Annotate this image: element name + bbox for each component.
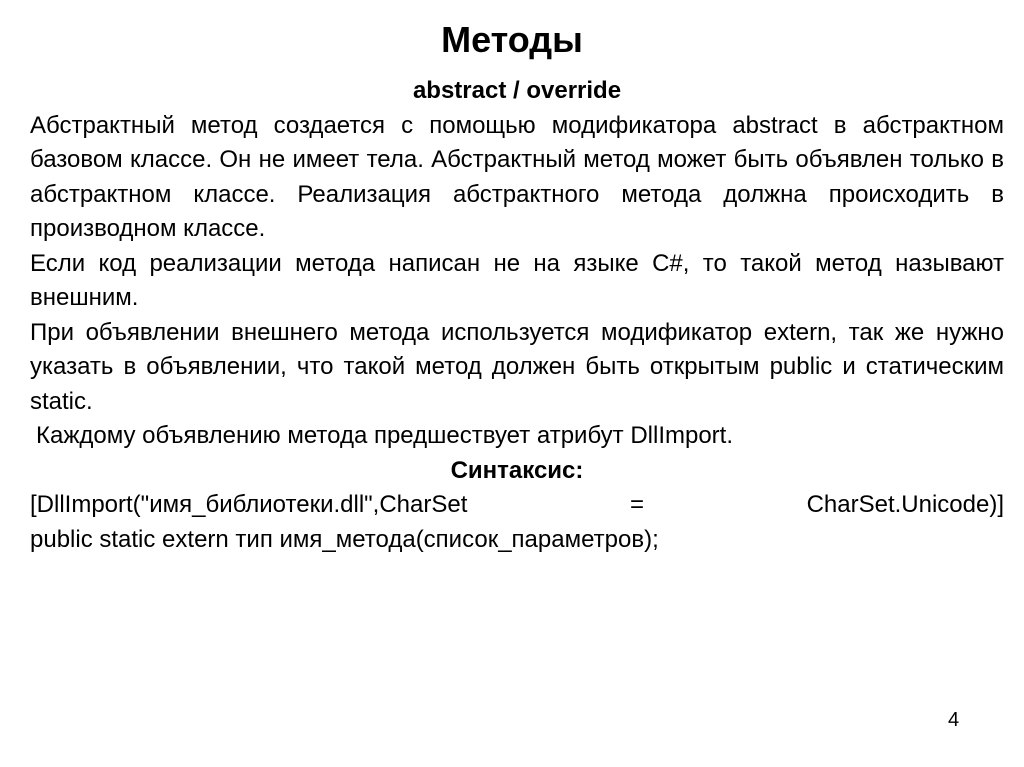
syntax-line-signature: public static extern тип имя_метода(список_параметров);	[30, 525, 659, 553]
syntax-attribute-end: CharSet.Unicode)]	[806, 491, 1004, 518]
slide-content	[30, 74, 1004, 557]
syntax-heading: Синтаксис:	[450, 456, 584, 484]
paragraph-dllimport: Каждому объявлению метода предшествует атрибут DllImport.	[36, 422, 734, 449]
syntax-equals: =	[629, 491, 644, 518]
subheading: abstract / override	[412, 77, 622, 104]
syntax-attribute-start: [DllImport("имя_библиотеки.dll",CharSet	[30, 491, 468, 518]
page-number: 4	[948, 709, 960, 731]
paragraph-external: Если код реализации метода написан не на языке С#, то такой метод называют внешним.	[30, 249, 1004, 311]
paragraph-extern-modifier: При объявлении внешнего метода используется модификатор extern, так же нужно указать в объявлении, что такой метод должен быть открытым public и статическим static.	[30, 318, 1004, 415]
syntax-line-attribute	[30, 488, 1004, 523]
paragraph-abstract: Абстрактный метод создается с помощью модификатора abstract в абстрактном базовом классе. Он не имеет тела. Абстрактный метод может быть объявлен только в абстрактном классе. Реализация абстрактного метода должна происходить в производном классе.	[30, 111, 1004, 242]
slide-title: Методы	[441, 19, 583, 60]
